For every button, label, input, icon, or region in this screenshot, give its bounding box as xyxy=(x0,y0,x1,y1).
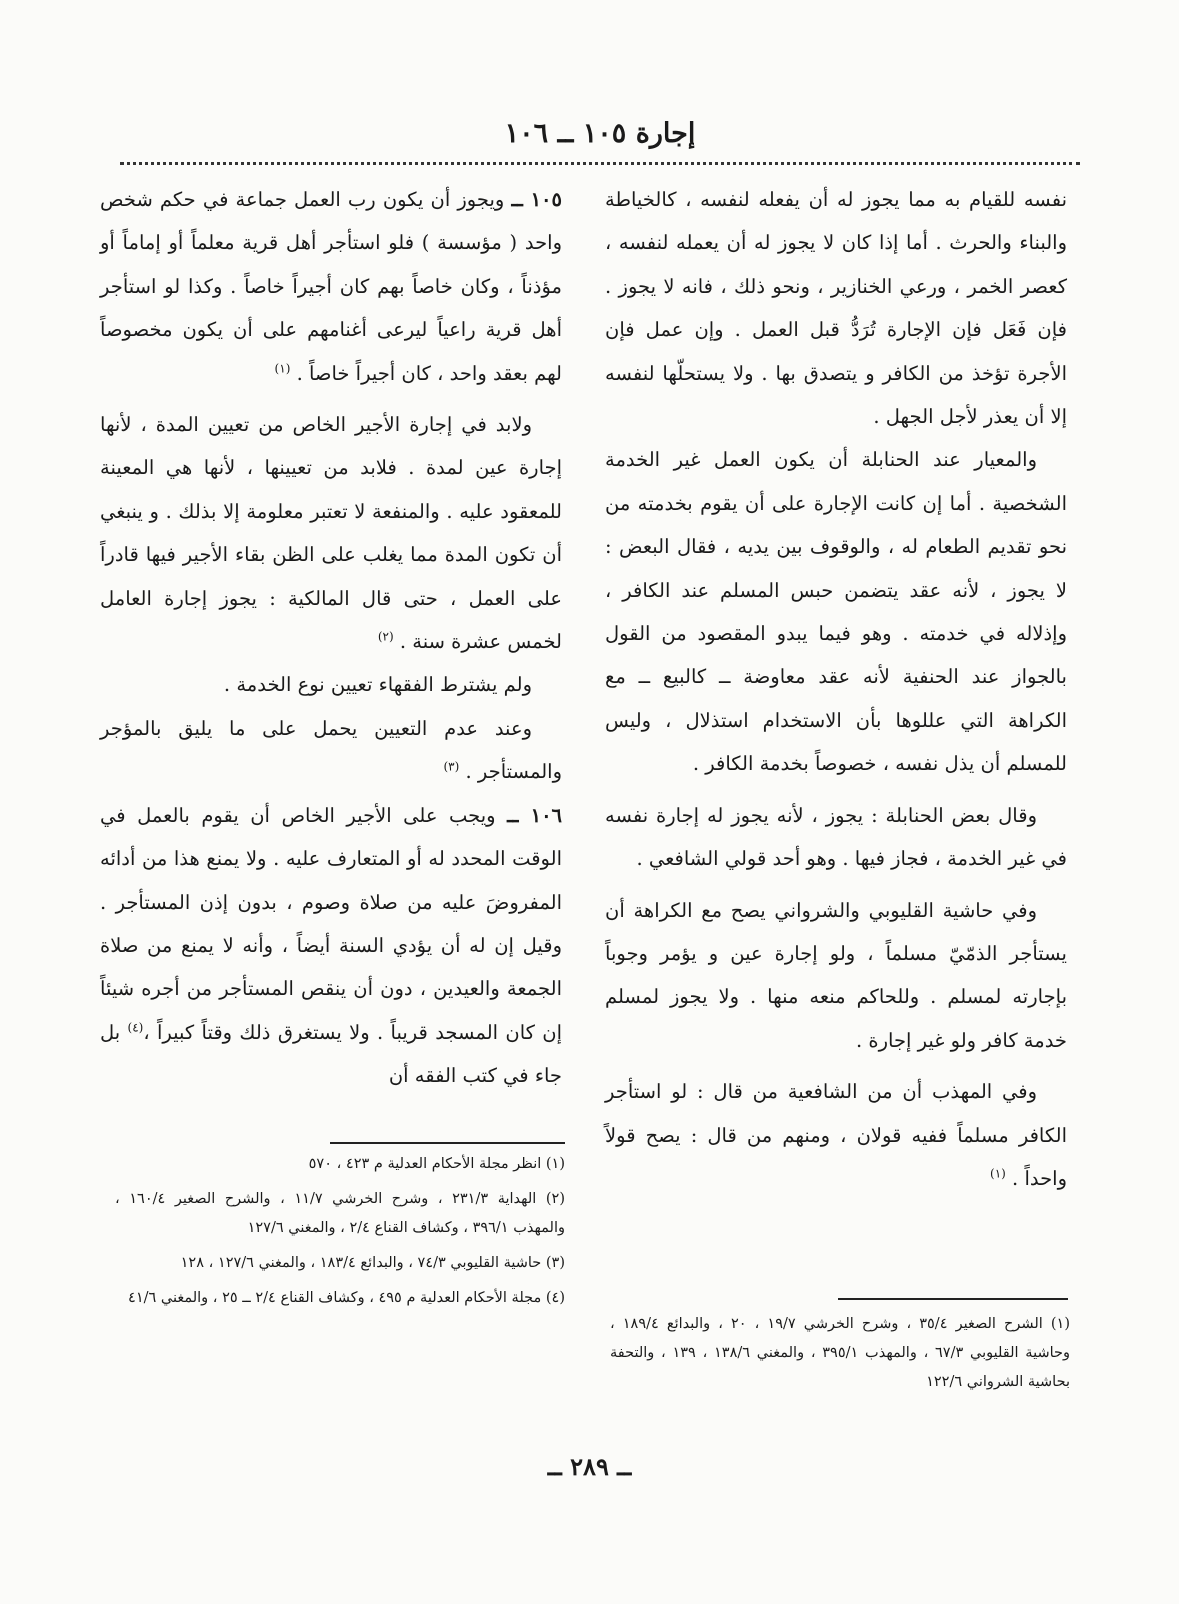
left-paragraph-1: ويجوز أن يكون رب العمل جماعة في حكم شخص واحد ( مؤسسة ) فلو استأجر أهل قرية معلماً أو إماماً أو مؤذناً ، وكان خاصاً بهم كان أجيراً خاصاً . وكذا لو استأجر أهل قرية راعياً ليرعى أغنامهم على أن يكون مخصوصاً لهم بعقد واحد ، كان أجيراً خاصاً . xyxy=(100,188,562,385)
section-number-105: ١٠٥ ــ xyxy=(511,188,562,211)
left-paragraph-5-tail: بل جاء في كتب الفقه أن xyxy=(100,1020,562,1088)
footnote-ref: (١) xyxy=(274,361,291,376)
right-paragraph-2: والمعيار عند الحنابلة أن يكون العمل غير الخدمة الشخصية . أما إن كانت الإجارة على أن يقوم بخدمته من نحو تقديم الطعام له ، والوقوف بين يديه ، فقال البعض : لا يجوز ، لأنه عقد يتضمن حبس المسلم عند الكافر ، وإذلاله في خدمته . وهو فيما يبدو المقصود من القول بالجواز عند الحنفية لأنه عقد معاوضة ــ كالبيع ــ مع الكراهة التي عللوها بأن الاستخدام استذلال ، وليس للمسلم أن يذل نفسه ، خصوصاً بخدمة الكافر . xyxy=(605,448,1067,776)
footnotes-left xyxy=(115,1150,565,1319)
left-paragraph-4-text: وعند عدم التعيين يحمل على ما يليق بالمؤجر والمستأجر . xyxy=(100,716,562,784)
footnote-ref: (٤) xyxy=(127,1020,144,1035)
left-column xyxy=(100,178,562,1098)
right-paragraph-5 xyxy=(605,1070,1067,1200)
section-number-106: ١٠٦ ــ xyxy=(507,803,563,827)
footnote-right-1: (١) الشرح الصغير ٣٥/٤ ، وشرح الخرشي ١٩/٧ ، ٢٠ ، والبدائع ١٨٩/٤ ، وحاشية القليوبي ٦٧/٣ ، والمهذب ٣٩٥/١ ، والمغني ١٣٨/٦ ، ١٣٩ ، والتحفة بحاشية الشرواني ١٢٢/٦ xyxy=(610,1316,1070,1390)
footnote-ref: (١) xyxy=(990,1166,1006,1181)
right-paragraph-4: وفي حاشية القليوبي والشرواني يصح مع الكراهة أن يستأجر الذمّيّ مسلماً ، ولو إجارة عين و يؤمر وجوباً بإجارته لمسلم . وللحاكم منعه منها . ولا يجوز لمسلم خدمة كافر ولو غير إجارة . xyxy=(605,898,1067,1052)
footnote-left-3: (٣) حاشية القليوبي ٧٤/٣ ، والبدائع ١٨٣/٤ ، والمغني ١٢٧/٦ ، ١٢٨ xyxy=(180,1255,565,1271)
page-number: ــ ٢٨٩ ــ xyxy=(547,1452,632,1481)
footnote-left-2: (٢) الهداية ٢٣١/٣ ، وشرح الخرشي ١١/٧ ، والشرح الصغير ١٦٠/٤ ، والمهذب ٣٩٦/١ ، وكشاف القناع ٢/٤ ، والمغني ١٢٧/٦ xyxy=(115,1191,565,1236)
footnote-ref: (٣) xyxy=(443,759,460,774)
right-paragraph-3: وقال بعض الحنابلة : يجوز ، لأنه يجوز له إجارة نفسه في غير الخدمة ، فجاز فيها . وهو أحد قولي الشافعي . xyxy=(605,803,1067,871)
right-paragraph-1: نفسه للقيام به مما يجوز له أن يفعله لنفسه ، كالخياطة والبناء والحرث . أما إذا كان لا يجوز له أن يعمله لنفسه ، كعصر الخمر ، ورعي الخنازير ، ونحو ذلك ، فانه لا يجوز . فإن فَعَل فإن الإجارة تُرَدُّ قبل العمل . وإن عمل فإن الأجرة تؤخذ من الكافر و يتصدق بها . ولا يستحلّها لنفسه إلا أن يعذر لأجل الجهل . xyxy=(605,188,1067,429)
right-column xyxy=(605,178,1067,1200)
footnote-left-4: (٤) مجلة الأحكام العدلية م ٤٩٥ ، وكشاف القناع ٢/٤ ــ ٢٥ ، والمغني ٤١/٦ xyxy=(128,1290,565,1306)
footnotes-right xyxy=(610,1310,1070,1403)
footnote-ref: (٢) xyxy=(377,629,394,644)
footnote-left-1: (١) انظر مجلة الأحكام العدلية م ٤٢٣ ، ٥٧٠ xyxy=(308,1156,565,1172)
left-paragraph-5: ويجب على الأجير الخاص أن يقوم بالعمل في الوقت المحدد له أو المتعارف عليه . ولا يمنع هذا من أدائه المفروضَ عليه من صلاة وصوم ، بدون إذن المستأجر . وقيل إن له أن يؤدي السنة أيضاً ، وأنه لا يمنع من صلاة الجمعة والعيدين ، دون أن ينقص المستأجر من أجره شيئاً إن كان المسجد قريباً . ولا يستغرق ذلك وقتاً كبيراً ، xyxy=(100,803,562,1044)
left-paragraph-2 xyxy=(100,403,562,663)
running-header: إجارة ١٠٥ ــ ١٠٦ xyxy=(504,118,696,149)
left-paragraph-3: ولم يشترط الفقهاء تعيين نوع الخدمة . xyxy=(223,673,532,697)
footnote-separator-left xyxy=(330,1142,565,1144)
footnote-separator-right xyxy=(838,1298,1068,1300)
right-paragraph-5-text: وفي المهذب أن من الشافعية من قال : لو استأجر الكافر مسلماً ففيه قولان ، ومنهم من قال : يصح قولاً واحداً . xyxy=(605,1080,1067,1190)
left-paragraph-4 xyxy=(100,707,562,794)
section-105 xyxy=(100,178,562,395)
header-dotted-rule xyxy=(120,162,1080,165)
section-106 xyxy=(100,794,562,1098)
left-paragraph-2-text: ولابد في إجارة الأجير الخاص من تعيين المدة ، لأنها إجارة عين لمدة . فلابد من تعيينها ، لأنها هي المعينة للمعقود عليه . والمنفعة لا تعتبر معلومة إلا بذلك . و ينبغي أن تكون المدة مما يغلب على الظن بقاء الأجير فيها قادراً على العمل ، حتى قال المالكية : يجوز إجارة العامل لخمس عشرة سنة . xyxy=(100,413,562,654)
